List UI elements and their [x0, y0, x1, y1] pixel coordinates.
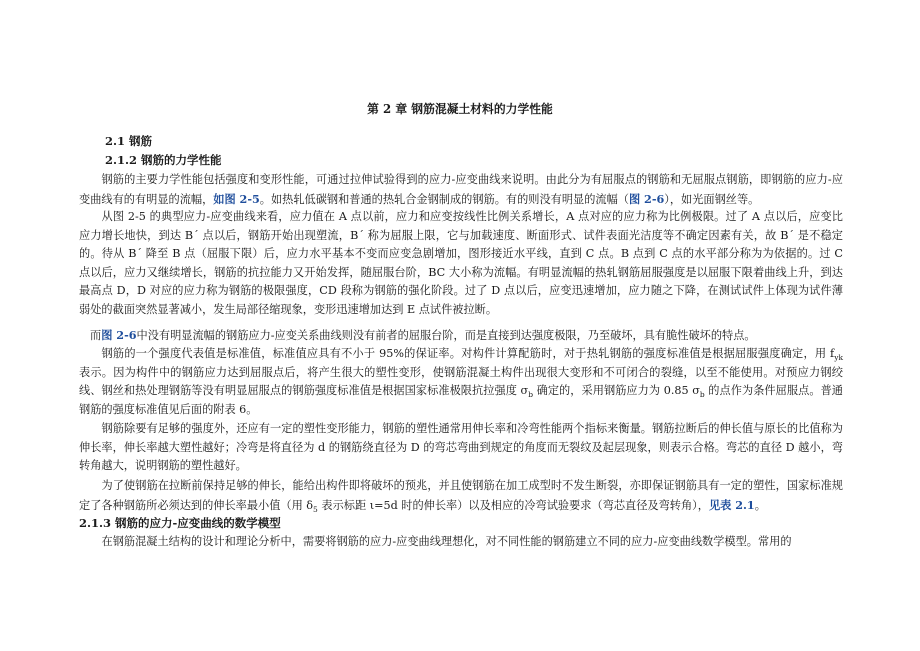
paragraph-text: 表示。因为构件中的钢筋应力达到屈服点后，将产生很大的塑性变形，使钢筋混凝土构件出现很大变形和不可闭合的裂缝，以至不能使用。对预应力钢绞线、钢丝和热处理钢筋等没有明显屈服点的钢筋强度标准值是根据国家标准极限抗拉强度 σ [79, 365, 843, 398]
paragraph-elongation [79, 477, 843, 515]
paragraph-text: 确定的，采用钢筋应力为 0.85 σ [533, 384, 700, 398]
figure-link-2-5[interactable]: 如图 2-5 [213, 191, 260, 206]
paragraph-mechanical-properties [79, 171, 843, 209]
chapter-title: 第 2 章 钢筋混凝土材料的力学性能 [367, 102, 553, 116]
table-link-2-1[interactable]: 见表 2.1 [708, 497, 755, 512]
subscript: b [699, 390, 705, 400]
paragraph-text: 而 [90, 329, 102, 342]
figure-link-2-6[interactable]: 图 2-6 [628, 191, 665, 206]
paragraph-text: 为了使钢筋在拉断前保持足够的伸长，能给出构件即将破坏的预兆，并且使钢筋在加工成型时不发生断裂，亦即保证钢筋具有一定的塑性，国家标准规定了各种钢筋所必须达到的伸长率最小值（用 δ [79, 479, 843, 512]
paragraph-text: 表示标距 ι=5d 时的伸长率）以及相应的冷弯试验要求（弯芯直径及弯转角）， [317, 498, 709, 512]
paragraph-plasticity: 钢筋除要有足够的强度外，还应有一定的塑性变形能力，钢筋的塑性通常用伸长率和冷弯性能两个指标来衡量。钢筋拉断后的伸长值与原长的比值称为伸长率，伸长率越大塑性越好；冷弯是将直径为 d 的钢筋绕直径为 D 的弯芯弯曲到规定的角度而无裂纹及起层现象，则表示合格。弯芯的直径 D 越小，弯转角越大，说明钢筋的塑性越好。 [79, 422, 843, 473]
subsection-heading-2-1-2: 2.1.2 钢筋的力学性能 [105, 153, 222, 167]
subscript: 5 [313, 504, 318, 514]
paragraph-text: 。 [754, 498, 766, 512]
paragraph-math-model: 在钢筋混凝土结构的设计和理论分析中，需要将钢筋的应力-应变曲线理想化，对不同性能的钢筋建立不同的应力-应变曲线数学模型。常用的 [101, 535, 792, 548]
subscript: yk [834, 353, 843, 363]
paragraph-text: 钢筋的主要力学性能包括强度和变形性能，可通过拉伸试验得到的应力-应变曲线来说明。由此分为有屈服点的钢筋和无屈服点钢筋，即钢筋的应力-应变曲线有的有明显的流幅， [79, 173, 843, 206]
paragraph-strength-standard-value [79, 345, 843, 419]
subsection-heading-2-1-3: 2.1.3 钢筋的应力-应变曲线的数学模型 [79, 516, 281, 530]
paragraph-figure-2-6 [79, 326, 843, 346]
paragraph-text: 钢筋的一个强度代表值是标准值，标准值应具有不小于 95%的保证率。对构件计算配筋时，对于热轧钢筋的强度标准值是根据屈服强度确定，用 f [101, 347, 835, 360]
figure-link-2-6[interactable]: 图 2-6 [101, 328, 137, 342]
subscript: b [528, 390, 533, 400]
paragraph-text: ），如光面钢丝等。 [664, 192, 760, 206]
paragraph-text: 。如热轧低碳钢和普通的热轧合金钢制成的钢筋。有的则没有明显的流幅（ [259, 192, 629, 206]
paragraph-text: 的点作为条件屈服点。普通钢筋的强度标准值见后面的附表 6。 [79, 384, 843, 416]
paragraph-text: 中没有明显流幅的钢筋应力-应变关系曲线则没有前者的屈服台阶，而是直接到达强度极限，乃至破坏，具有脆性破坏的特点。 [136, 329, 756, 342]
paragraph-stress-strain-curve: 从图 2-5 的典型应力-应变曲线来看，应力值在 A 点以前，应力和应变按线性比例关系增长，A 点对应的应力称为比例极限。过了 A 点以后，应变比应力增长地快，到达 B´ 点以后，钢筋开始出现塑流，B´ 称为屈服上限，它与加载速度、断面形式、试件表面光洁度等不确定因素有关，故 B´ 是不稳定的。待从 B´ 降至 B 点（屈服下限）后，应力水平基本不变而应变急剧增加，图形接近水平线，直到 C 点。B 点到 C 点的水平部分称为为依据的。过 C 点以后，应力又继续增长，钢筋的抗拉能力又开始发挥，随屈服台阶，BC 大小称为流幅。有明显流幅的热轧钢筋屈服强度是以屈服下限着曲线上升，到达最高点 D，D 对应的应力称为钢筋的极限强度，CD 段称为钢筋的强化阶段。过了 D 点以后，应变迅速增加，应力随之下降，在测试试件上体现为试件薄弱处的截面突然显著减小，发生局部径缩现象，变形迅速增加达到 E 点试件被拉断。 [79, 210, 843, 316]
section-heading: 2.1 钢筋 [105, 134, 153, 148]
